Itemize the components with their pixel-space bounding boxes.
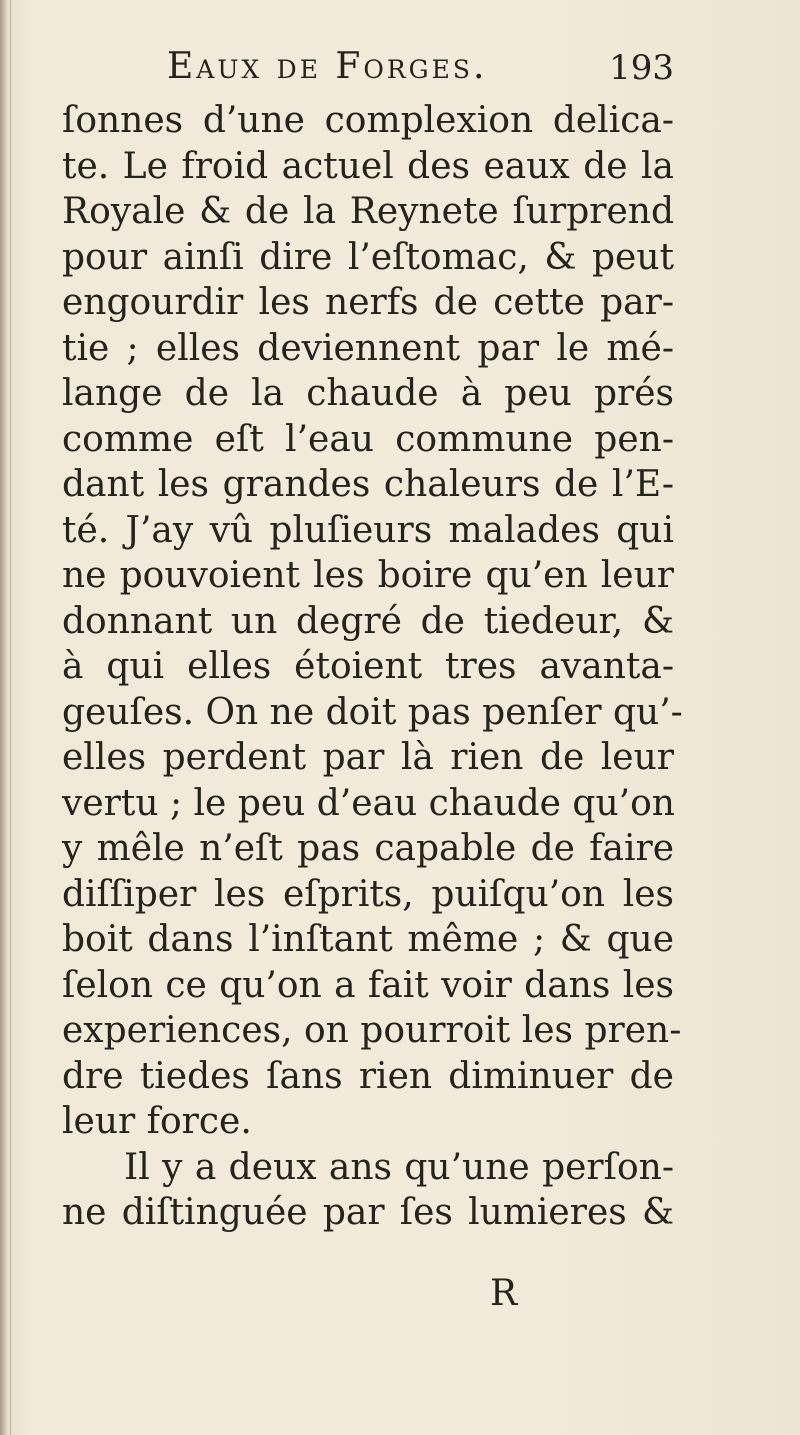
paragraph-start-line: Il y a deux ans qu’une perſon- xyxy=(124,1146,674,1188)
text-line: vertu ; le peu d’eau chaude qu’on xyxy=(62,782,675,824)
text-line: diſſiper les eſprits, puiſqu’on les xyxy=(62,873,674,915)
text-line: experiences, on pourroit les pren- xyxy=(62,1010,682,1051)
text-line: geuſes. On ne doit pas penſer qu’- xyxy=(62,691,683,733)
text-line: ſelon ce qu’on a fait voir dans les xyxy=(62,964,674,1006)
text-line: engourdir les nerfs de cette par- xyxy=(62,282,674,323)
text-line: donnant un degré de tiedeur, & xyxy=(62,600,674,642)
paragraph-end-line: leur force. xyxy=(62,1101,252,1142)
binding-edge xyxy=(0,0,8,1435)
text-line: dre tiedes ſans rien diminuer de xyxy=(62,1055,674,1097)
text-line: y mêle n’eſt pas capable de faire xyxy=(62,828,674,869)
text-line: ſonnes d’une complexion delica- xyxy=(62,100,674,141)
page-header xyxy=(62,46,674,96)
text-line: lange de la chaude à peu prés xyxy=(62,373,674,414)
text-line: ne pouvoient les boire qu’en leur xyxy=(62,555,674,596)
text-line: ne diſtinguée par ſes lumieres & xyxy=(62,1192,674,1233)
gutter-line xyxy=(10,0,11,1435)
catchword: R xyxy=(490,1273,518,1314)
text-line: comme eſt l’eau commune pen- xyxy=(62,418,674,460)
page-number: 193 xyxy=(609,48,674,88)
text-line: pour ainſi dire l’eſtomac, & peut xyxy=(62,236,674,278)
text-line: té. J’ay vû pluſieurs malades qui xyxy=(62,509,674,551)
text-line: boit dans l’inſtant même ; & que xyxy=(62,919,674,960)
text-line: Royale & de la Reynete ſurprend xyxy=(62,191,674,232)
text-line: tie ; elles deviennent par le mé- xyxy=(62,327,674,369)
body-text xyxy=(62,98,683,1236)
text-line: à qui elles étoient tres avanta- xyxy=(62,646,674,687)
text-line: dant les grandes chaleurs de l’E- xyxy=(62,464,674,505)
text-line: te. Le froid actuel des eaux de la xyxy=(62,145,674,187)
running-title: Eaux de Forges. xyxy=(167,46,488,87)
text-line: elles perdent par là rien de leur xyxy=(62,737,674,778)
